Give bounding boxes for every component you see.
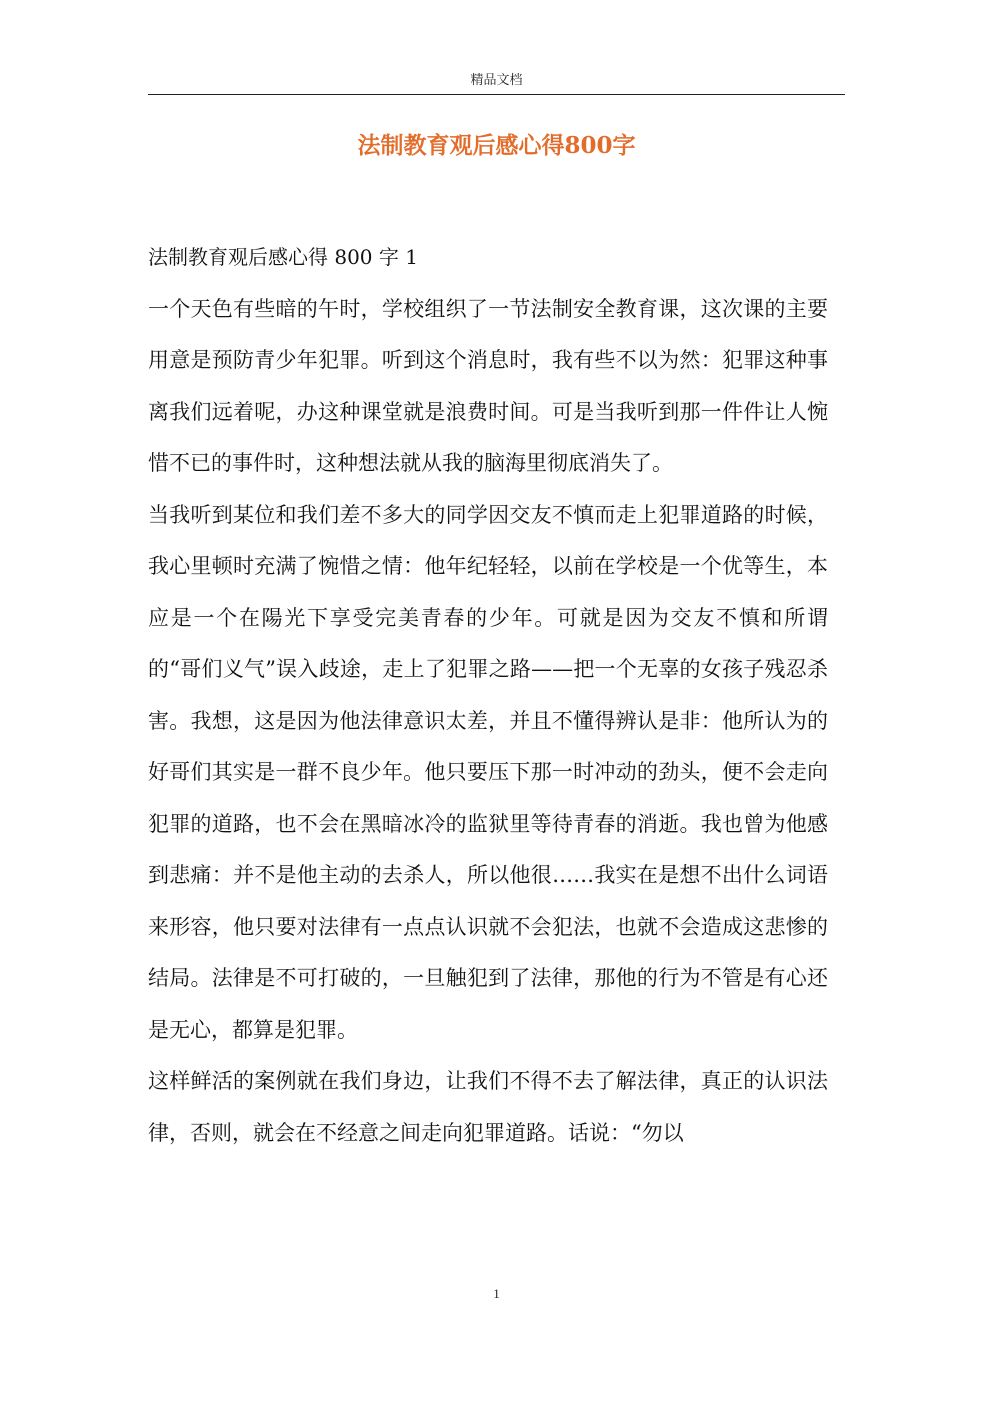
header-text: 精品文档 (470, 73, 523, 88)
document-title: 法制教育观后感心得800字 (357, 132, 636, 159)
paragraph-2: 当我听到某位和我们差不多大的同学因交友不慎而走上犯罪道路的时候，我心里顿时充满了惋惜之情：他年纪轻轻，以前在学校是一个优等生，本应是一个在陽光下享受完美青春的少年。可就是因为交友不慎和所谓的“哥们义气”误入歧途，走上了犯罪之路——把一个无辜的女孩子残忍杀害。我想，这是因为他法律意识太差，并且不懂得辨认是非：他所认为的好哥们其实是一群不良少年。他只要压下那一时冲动的劲头，便不会走向犯罪的道路，也不会在黑暗冰冷的监狱里等待青春的消逝。我也曾为他感到悲痛：并不是他主动的去杀人，所以他很……我实在是想不出什么词语来形容，他只要对法律有一点点认识就不会犯法，也就不会造成这悲惨的结局。法律是不可打破的，一旦触犯到了法律，那他的行为不管是有心还是无心，都算是犯罪。 (148, 502, 828, 1042)
page-number: 1 (493, 1286, 500, 1301)
paragraph-3: 这样鲜活的案例就在我们身边，让我们不得不去了解法律，真正的认识法律，否则，就会在不经意之间走向犯罪道路。话说：“勿以 (148, 1069, 828, 1145)
document-body (148, 232, 828, 1159)
section-subtitle: 法制教育观后感心得 800 字 1 (148, 245, 418, 269)
paragraph-1: 一个天色有些暗的午时，学校组织了一节法制安全教育课，这次课的主要用意是预防青少年犯罪。听到这个消息时，我有些不以为然：犯罪这种事离我们远着呢，办这种课堂就是浪费时间。可是当我听到那一件件让人惋惜不已的事件时，这种想法就从我的脑海里彻底消失了。 (148, 296, 828, 475)
page-header (148, 70, 845, 95)
